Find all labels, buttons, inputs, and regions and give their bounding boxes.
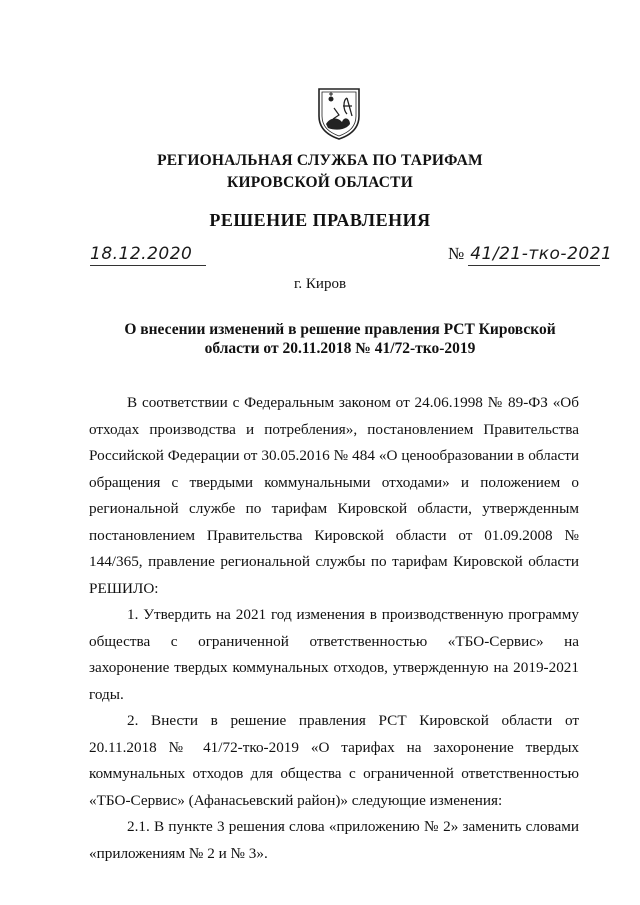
document-subject xyxy=(100,320,580,358)
document-date xyxy=(90,244,206,264)
paragraph-item-2-1: 2.1. В пункте 3 решения слова «приложению № 2» заменить словами «приложениям № 2 и № 3». xyxy=(89,818,579,862)
paragraph-item-2: 2. Внести в решение правления РСТ Кировской области от 20.11.2018 № 41/72-тко-2019 «О тарифах на захоронение твердых коммунальных отходов для общества с ограниченной ответственностью «ТБО-Сервис» (Афанасьевский район)» следующие изменения: xyxy=(89,712,579,809)
city: г. Киров xyxy=(293,276,347,292)
number-handwritten: 41/21-тко-2021 xyxy=(470,244,613,264)
document-number xyxy=(448,244,613,264)
document-body xyxy=(89,390,579,867)
paragraph-preamble: В соответствии с Федеральным законом от 24.06.1998 № 89-ФЗ «Об отходах производства и потребления», постановлением Правительства Российской Федерации от 30.05.2016 № 484 «О ценообразовании в области обращения с твердыми коммунальными отходами» и положением о региональной службе по тарифам Кировской области, утвержденным постановлением Правительства Кировской области от 01.09.2008 № 144/365, правление региональной службы по тарифам Кировской области РЕШИЛО: xyxy=(89,394,579,597)
organization-name-line1: РЕГИОНАЛЬНАЯ СЛУЖБА ПО ТАРИФАМ xyxy=(157,152,483,169)
subject-line1: О внесении изменений в решение правления РСТ Кировской xyxy=(124,321,556,338)
date-handwritten: 18.12.2020 xyxy=(90,244,193,264)
subject-line2: области от 20.11.2018 № 41/72-тко-2019 xyxy=(204,340,476,357)
organization-name-line2: КИРОВСКОЙ ОБЛАСТИ xyxy=(227,174,413,191)
kirov-coat-of-arms-icon xyxy=(316,86,362,140)
number-sign: № xyxy=(448,244,465,263)
number-underline xyxy=(468,265,600,266)
paragraph-item-1: 1. Утвердить на 2021 год изменения в производственную программу общества с ограниченной ответственностью «ТБО-Сервис» на захоронение твердых коммунальных отходов, утвержденную на 2019-2021 годы. xyxy=(89,606,579,703)
date-underline xyxy=(90,265,206,266)
document-type-title: РЕШЕНИЕ ПРАВЛЕНИЯ xyxy=(209,210,431,230)
